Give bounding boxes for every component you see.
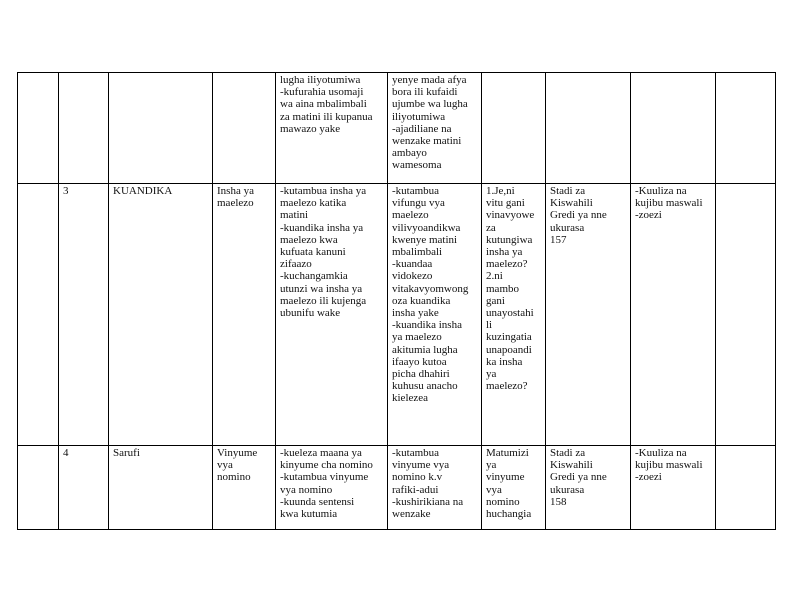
- remarks-cell: [716, 446, 776, 530]
- inquiry-questions-cell: Matumizi ya vinyume vya nomino huchangia: [482, 446, 546, 530]
- table-cell: [18, 184, 59, 446]
- inquiry-questions-cell: 1.Je,ni vitu gani vinavyowe za kutungiwa insha ya maelezo? 2.ni mambo gani unayostahi li kuzingatia unapoandi ka insha ya maelezo?: [482, 184, 546, 446]
- resources-cell: [546, 73, 631, 184]
- assessment-cell: -Kuuliza na kujibu maswali -zoezi: [631, 446, 716, 530]
- learning-outcomes-cell: lugha iliyotumiwa -kufurahia usomaji wa aina mbalimbali za matini ili kupanua mawazo yake: [276, 73, 388, 184]
- sub-strand-cell: Vinyume vya nomino: [213, 446, 276, 530]
- assessment-cell: -Kuuliza na kujibu maswali -zoezi: [631, 184, 716, 446]
- lesson-number-cell: 3: [59, 184, 109, 446]
- learning-outcomes-cell: -kutambua insha ya maelezo katika matini -kuandika insha ya maelezo kwa kufuata kanuni zifaazo -kuchangamkia utunzi wa insha ya maelezo ili kujenga ubunifu wake: [276, 184, 388, 446]
- learning-outcomes-cell: -kueleza maana ya kinyume cha nomino -kutambua vinyume vya nomino -kuunda sentensi kwa kutumia: [276, 446, 388, 530]
- assessment-cell: [631, 73, 716, 184]
- lesson-number-cell: 4: [59, 446, 109, 530]
- table-cell: [18, 446, 59, 530]
- remarks-cell: [716, 184, 776, 446]
- resources-cell: Stadi za Kiswahili Gredi ya nne ukurasa 157: [546, 184, 631, 446]
- inquiry-questions-cell: [482, 73, 546, 184]
- strand-cell: Sarufi: [109, 446, 213, 530]
- learning-experiences-cell: -kutambua vifungu vya maelezo vilivyoandikwa kwenye matini mbalimbali -kuandaa vidokezo vitakavyomwong oza kuandika insha yake -kuandika insha ya maelezo akitumia lugha ifaayo kutoa picha dhahiri kuhusu anacho kielezea: [388, 184, 482, 446]
- sub-strand-cell: Insha ya maelezo: [213, 184, 276, 446]
- strand-cell: [109, 73, 213, 184]
- learning-experiences-cell: yenye mada afya bora ili kufaidi ujumbe wa lugha iliyotumiwa -ajadiliane na wenzake matini ambayo wamesoma: [388, 73, 482, 184]
- table-row: [18, 73, 776, 184]
- table-row: [18, 446, 776, 530]
- table-cell: [18, 73, 59, 184]
- lesson-plan-table: [17, 72, 776, 530]
- resources-cell: Stadi za Kiswahili Gredi ya nne ukurasa 158: [546, 446, 631, 530]
- table-row: [18, 184, 776, 446]
- learning-experiences-cell: -kutambua vinyume vya nomino k.v rafiki-adui -kushirikiana na wenzake: [388, 446, 482, 530]
- strand-cell: KUANDIKA: [109, 184, 213, 446]
- remarks-cell: [716, 73, 776, 184]
- lesson-number-cell: [59, 73, 109, 184]
- sub-strand-cell: [213, 73, 276, 184]
